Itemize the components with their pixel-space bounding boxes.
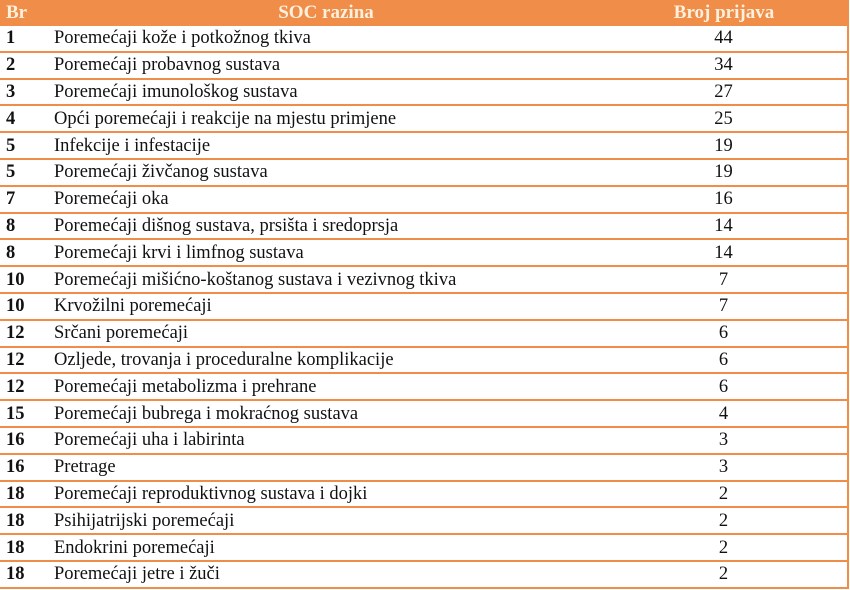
rank-cell: 18 (0, 481, 52, 508)
rank-cell: 5 (0, 159, 52, 186)
count-cell: 14 (600, 239, 848, 266)
soc-cell: Psihijatrijski poremećaji (52, 507, 600, 534)
soc-cell: Poremećaji krvi i limfnog sustava (52, 239, 600, 266)
table-row (0, 454, 848, 481)
count-cell: 44 (600, 26, 848, 52)
rank-cell: 8 (0, 213, 52, 240)
table-row (0, 213, 848, 240)
table-row (0, 320, 848, 347)
soc-cell: Infekcije i infestacije (52, 132, 600, 159)
table-row (0, 373, 848, 400)
soc-cell: Poremećaji probavnog sustava (52, 52, 600, 79)
soc-cell: Poremećaji uha i labirinta (52, 427, 600, 454)
soc-cell: Pretrage (52, 454, 600, 481)
soc-cell: Ozljede, trovanja i proceduralne komplikacije (52, 347, 600, 374)
header-rank: Br (0, 0, 52, 26)
count-cell: 2 (600, 481, 848, 508)
header-soc: SOC razina (52, 0, 600, 26)
count-cell: 2 (600, 561, 848, 588)
table-row (0, 159, 848, 186)
soc-cell: Poremećaji imunološkog sustava (52, 79, 600, 106)
table-row (0, 427, 848, 454)
rank-cell: 1 (0, 26, 52, 52)
soc-cell: Srčani poremećaji (52, 320, 600, 347)
count-cell: 25 (600, 105, 848, 132)
count-cell: 7 (600, 266, 848, 293)
soc-cell: Endokrini poremećaji (52, 534, 600, 561)
soc-cell: Poremećaji jetre i žuči (52, 561, 600, 588)
rank-cell: 4 (0, 105, 52, 132)
count-cell: 7 (600, 293, 848, 320)
count-cell: 2 (600, 507, 848, 534)
table-row (0, 561, 848, 588)
table-row (0, 79, 848, 106)
soc-cell: Krvožilni poremećaji (52, 293, 600, 320)
rank-cell: 18 (0, 534, 52, 561)
soc-cell: Poremećaji kože i potkožnog tkiva (52, 26, 600, 52)
rank-cell: 16 (0, 454, 52, 481)
soc-cell: Poremećaji živčanog sustava (52, 159, 600, 186)
soc-cell: Poremećaji dišnog sustava, prsišta i sredoprsja (52, 213, 600, 240)
table-row (0, 132, 848, 159)
count-cell: 14 (600, 213, 848, 240)
table-row (0, 293, 848, 320)
rank-cell: 2 (0, 52, 52, 79)
rank-cell: 10 (0, 293, 52, 320)
rank-cell: 15 (0, 400, 52, 427)
table-row (0, 481, 848, 508)
count-cell: 2 (600, 534, 848, 561)
soc-cell: Poremećaji reproduktivnog sustava i dojki (52, 481, 600, 508)
rank-cell: 12 (0, 347, 52, 374)
count-cell: 19 (600, 159, 848, 186)
count-cell: 34 (600, 52, 848, 79)
rank-cell: 7 (0, 186, 52, 213)
count-cell: 6 (600, 347, 848, 374)
table-row (0, 239, 848, 266)
table-row (0, 347, 848, 374)
rank-cell: 5 (0, 132, 52, 159)
count-cell: 27 (600, 79, 848, 106)
soc-cell: Poremećaji oka (52, 186, 600, 213)
rank-cell: 18 (0, 507, 52, 534)
header-count: Broj prijava (600, 0, 848, 26)
count-cell: 19 (600, 132, 848, 159)
rank-cell: 12 (0, 373, 52, 400)
header-row (0, 0, 848, 26)
rank-cell: 18 (0, 561, 52, 588)
table-row (0, 105, 848, 132)
rank-cell: 3 (0, 79, 52, 106)
rank-cell: 10 (0, 266, 52, 293)
table-row (0, 26, 848, 52)
rank-cell: 12 (0, 320, 52, 347)
table-row (0, 507, 848, 534)
table-row (0, 400, 848, 427)
rank-cell: 16 (0, 427, 52, 454)
soc-cell: Poremećaji metabolizma i prehrane (52, 373, 600, 400)
table-row (0, 52, 848, 79)
table-row (0, 266, 848, 293)
count-cell: 4 (600, 400, 848, 427)
count-cell: 3 (600, 427, 848, 454)
table-row (0, 534, 848, 561)
count-cell: 6 (600, 320, 848, 347)
soc-cell: Poremećaji bubrega i mokraćnog sustava (52, 400, 600, 427)
count-cell: 3 (600, 454, 848, 481)
table-row (0, 186, 848, 213)
rank-cell: 8 (0, 239, 52, 266)
soc-cell: Poremećaji mišićno-koštanog sustava i vezivnog tkiva (52, 266, 600, 293)
soc-cell: Opći poremećaji i reakcije na mjestu primjene (52, 105, 600, 132)
count-cell: 6 (600, 373, 848, 400)
count-cell: 16 (600, 186, 848, 213)
